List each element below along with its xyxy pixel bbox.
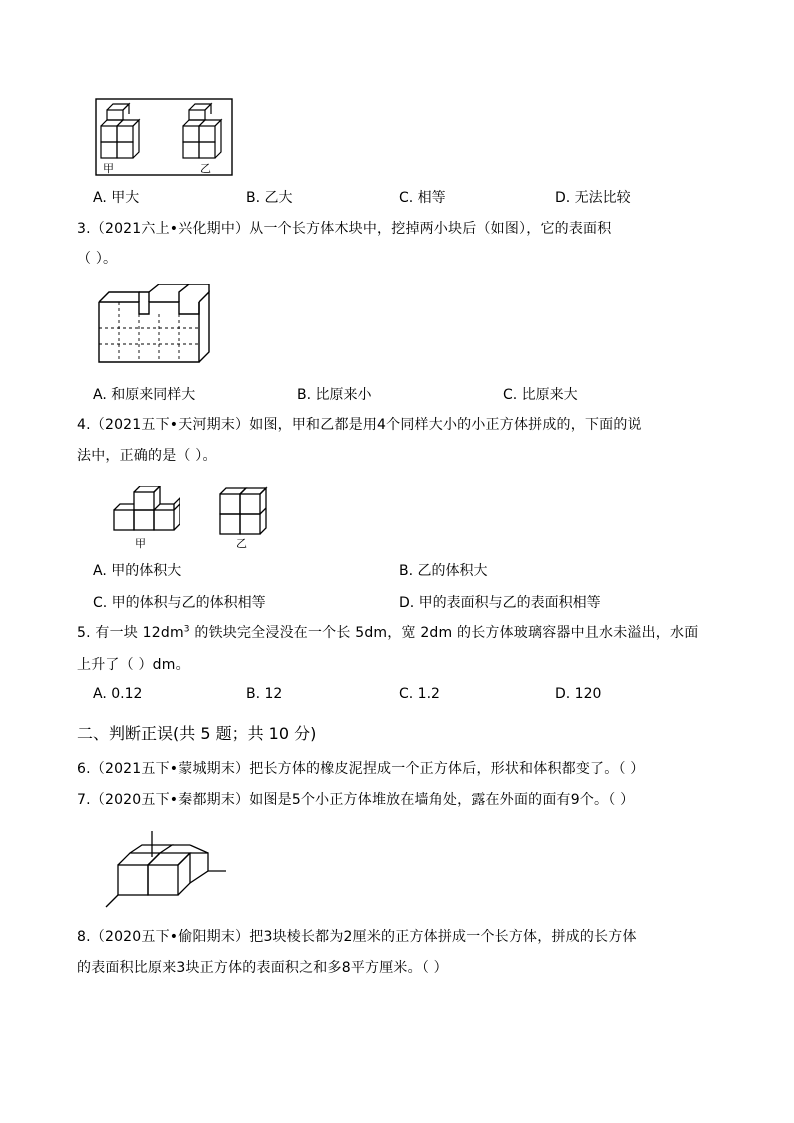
q4-stem-line2: 法中，正确的是（ ）。 — [77, 448, 217, 464]
figure-label-jia: 甲 — [103, 162, 114, 175]
q5-option-a[interactable]: A. 0.12 — [93, 686, 143, 702]
figure-cuboid-with-cutouts — [95, 284, 213, 366]
figure-cubes-yi — [218, 486, 270, 536]
figure-cubes-jia-yi — [95, 98, 233, 176]
q2-option-d[interactable]: D. 无法比较 — [555, 190, 631, 206]
q4-stem-line1: 4.（2021五下•天河期末）如图，甲和乙都是用4个同样大小的小正方体拼成的，下面的说 — [77, 417, 642, 433]
q5-option-d[interactable]: D. 120 — [555, 686, 602, 702]
q8-stem-line1: 8.（2020五下•偷阳期末）把3块棱长都为2厘米的正方体拼成一个长方体，拼成的长方体 — [77, 929, 637, 945]
q3-stem-line1: 3.（2021六上•兴化期中）从一个长方体木块中，挖掉两小块后（如图），它的表面积 — [77, 221, 612, 237]
figure-cubes-in-corner — [104, 831, 228, 909]
q2-option-b[interactable]: B. 乙大 — [246, 190, 293, 206]
q5-stem-part2: 的铁块完全浸没在一个长 5dm，宽 2dm 的长方体玻璃容器中且水未溢出，水面 — [189, 625, 699, 641]
q4-option-d[interactable]: D. 甲的表面积与乙的表面积相等 — [399, 595, 601, 611]
q4-option-c[interactable]: C. 甲的体积与乙的体积相等 — [93, 595, 266, 611]
q2-option-c[interactable]: C. 相等 — [399, 190, 446, 206]
figure-cubes-jia — [112, 486, 180, 536]
q6-stem: 6.（2021五下•蒙城期末）把长方体的橡皮泥捏成一个正方体后，形状和体积都变了。（ ） — [77, 761, 645, 777]
q3-option-c[interactable]: C. 比原来大 — [503, 387, 578, 403]
q5-stem-part1: 5. 有一块 12dm — [77, 625, 184, 641]
q3-option-b[interactable]: B. 比原来小 — [297, 387, 372, 403]
figure-label-jia-q4: 甲 — [135, 537, 146, 550]
q3-option-a[interactable]: A. 和原来同样大 — [93, 387, 196, 403]
q4-option-b[interactable]: B. 乙的体积大 — [399, 563, 488, 579]
figure-label-yi-q4: 乙 — [236, 537, 247, 550]
q5-option-c[interactable]: C. 1.2 — [399, 686, 440, 702]
q3-stem-line2: （ ）。 — [77, 251, 118, 267]
q5-stem-sup: 3 — [183, 624, 190, 635]
q5-stem-line1 — [77, 622, 698, 642]
q7-stem: 7.（2020五下•秦都期末）如图是5个小正方体堆放在墙角处，露在外面的面有9个。（ ） — [77, 792, 635, 808]
q5-option-b[interactable]: B. 12 — [246, 686, 283, 702]
q4-option-a[interactable]: A. 甲的体积大 — [93, 563, 182, 579]
figure-label-yi: 乙 — [200, 162, 211, 175]
q8-stem-line2: 的表面积比原来3块正方体的表面积之和多8平方厘米。（ ） — [77, 960, 448, 976]
q2-option-a[interactable]: A. 甲大 — [93, 190, 140, 206]
section-title-true-false: 二、判断正误(共 5 题；共 10 分) — [77, 724, 317, 743]
q5-stem-line2: 上升了（ ）dm。 — [77, 657, 190, 673]
